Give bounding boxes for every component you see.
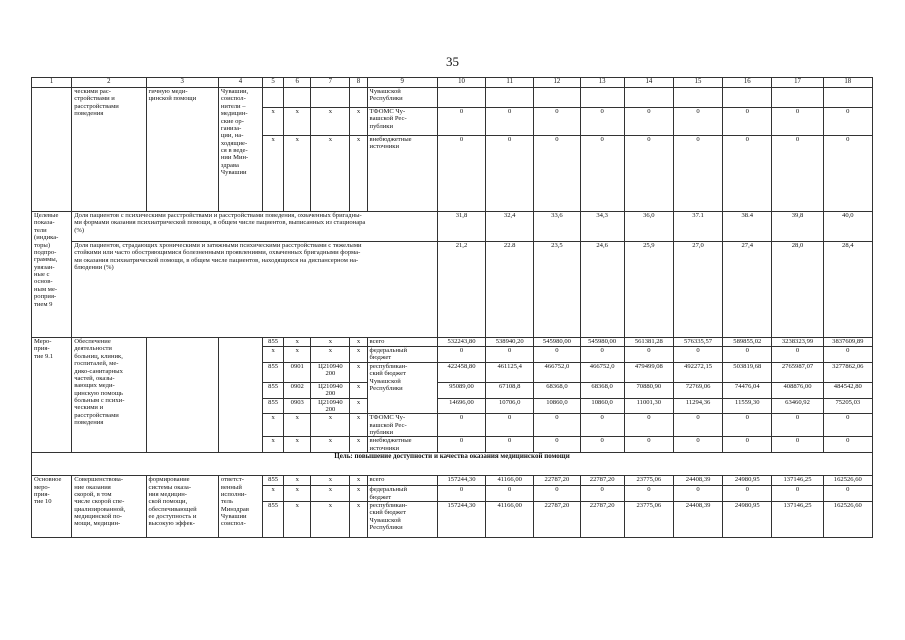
value-cell: 0 — [437, 136, 485, 212]
column-header: 1 — [32, 78, 72, 88]
value-cell: 0 — [486, 136, 534, 212]
funding-source: ТФОМС Чу- вашской Рес- публики — [367, 414, 437, 437]
code-cell: Ц210940 200 — [311, 362, 350, 382]
value-cell: 0 — [823, 437, 872, 453]
value-cell: 0 — [580, 437, 624, 453]
value-cell: 74476,04 — [723, 382, 772, 398]
header-row — [32, 78, 873, 88]
value-cell: 24980,95 — [723, 501, 772, 537]
value-cell: 2765987,07 — [772, 362, 823, 382]
value-cell: 0 — [823, 414, 872, 437]
value-cell: 10860,0 — [534, 398, 580, 414]
column-header: 18 — [823, 78, 872, 88]
value-cell — [437, 88, 485, 108]
value-cell: 0 — [673, 486, 722, 502]
value-cell: 466752,0 — [580, 362, 624, 382]
indicator-value: 38.4 — [723, 212, 772, 242]
code-cell: x — [263, 108, 284, 136]
value-cell: 3277862,06 — [823, 362, 872, 382]
value-cell — [486, 88, 534, 108]
funding-source: федеральный бюджет — [367, 347, 437, 363]
value-cell: 0 — [437, 437, 485, 453]
code-cell: x — [350, 108, 367, 136]
value-cell: 561381,28 — [624, 338, 673, 347]
indicator-value: 24,6 — [580, 242, 624, 338]
value-cell: 22787,20 — [580, 476, 624, 486]
code-cell: 0901 — [284, 362, 311, 382]
value-cell: 157244,30 — [437, 501, 485, 537]
value-cell: 0 — [437, 414, 485, 437]
value-cell: 22787,20 — [534, 476, 580, 486]
value-cell: 0 — [673, 414, 722, 437]
value-cell: 0 — [823, 108, 872, 136]
indicator-value: 28,4 — [823, 242, 872, 338]
funding-source: ТФОМС Чу- вашской Рес- публики — [367, 108, 437, 136]
value-cell: 0 — [534, 108, 580, 136]
value-cell: 67108,8 — [486, 382, 534, 398]
value-cell: 0 — [723, 136, 772, 212]
value-cell: 24408,39 — [673, 501, 722, 537]
value-cell: 0 — [580, 486, 624, 502]
value-cell: 23775,06 — [624, 501, 673, 537]
code-cell: x — [284, 136, 311, 212]
column-header: 13 — [580, 78, 624, 88]
empty-cell — [146, 338, 218, 453]
indicator-value: 27,4 — [723, 242, 772, 338]
code-cell: x — [311, 486, 350, 502]
code-cell: x — [350, 347, 367, 363]
code-cell: x — [311, 338, 350, 347]
value-cell: 11001,30 — [624, 398, 673, 414]
value-cell: 0 — [624, 486, 673, 502]
value-cell: 408876,00 — [772, 382, 823, 398]
value-cell: 68368,0 — [580, 382, 624, 398]
value-cell: 0 — [534, 136, 580, 212]
value-cell: 95089,00 — [437, 382, 485, 398]
measure-label: Основное меро- прия- тие 10 — [32, 476, 72, 538]
value-cell: 0 — [772, 136, 823, 212]
goal-row — [32, 453, 873, 476]
value-cell: 0 — [772, 437, 823, 453]
indicator-row — [32, 242, 873, 338]
value-cell: 0 — [823, 486, 872, 502]
indicator-value: 28,0 — [772, 242, 823, 338]
value-cell: 422458,80 — [437, 362, 485, 382]
value-cell: 466752,0 — [534, 362, 580, 382]
column-header: 11 — [486, 78, 534, 88]
value-cell: 0 — [673, 437, 722, 453]
indicator-value: 31,8 — [437, 212, 485, 242]
code-cell: x — [284, 437, 311, 453]
value-cell: 0 — [723, 437, 772, 453]
column-header: 16 — [723, 78, 772, 88]
value-cell — [823, 88, 872, 108]
funding-source: Чувашской Республики — [367, 88, 437, 108]
executor: Чувашии, соиспол- нители – медицин- ские ор- ганиза- ции, на- ходящие- ся в веде- нии Мин- здрава Чувашии — [218, 88, 262, 212]
value-cell: 538940,20 — [486, 338, 534, 347]
value-cell: 0 — [772, 347, 823, 363]
value-cell: 0 — [486, 347, 534, 363]
value-cell: 10860,0 — [580, 398, 624, 414]
value-cell: 0 — [673, 136, 722, 212]
value-cell: 0 — [580, 347, 624, 363]
value-cell: 0 — [723, 414, 772, 437]
code-cell: x — [311, 437, 350, 453]
value-cell: 0 — [437, 486, 485, 502]
value-cell: 22787,20 — [580, 501, 624, 537]
code-cell: x — [311, 347, 350, 363]
value-cell: 545980,00 — [580, 338, 624, 347]
value-cell: 532243,80 — [437, 338, 485, 347]
code-cell: Ц210940 200 — [311, 398, 350, 414]
indicator-value: 32,4 — [486, 212, 534, 242]
value-cell: 0 — [580, 108, 624, 136]
indicator-row — [32, 212, 873, 242]
code-cell: x — [350, 414, 367, 437]
value-cell: 0 — [673, 347, 722, 363]
indicator-value: 40,0 — [823, 212, 872, 242]
funding-source: федеральный бюджет — [367, 486, 437, 502]
value-cell: 484542,80 — [823, 382, 872, 398]
goal-heading: Цель: повышение доступности и качества оказания медицинской помощи — [32, 453, 873, 476]
empty-cell — [218, 338, 262, 453]
value-cell: 0 — [580, 414, 624, 437]
value-cell: 503819,68 — [723, 362, 772, 382]
column-header: 6 — [284, 78, 311, 88]
value-cell: 0 — [723, 486, 772, 502]
indicator-value: 39,8 — [772, 212, 823, 242]
value-cell — [580, 88, 624, 108]
value-cell — [723, 88, 772, 108]
code-cell: x — [284, 501, 311, 537]
funding-source: внебюджетные источники — [367, 437, 437, 453]
column-header: 7 — [311, 78, 350, 88]
value-cell: 0 — [772, 486, 823, 502]
code-cell: x — [284, 476, 311, 486]
value-cell: 0 — [723, 108, 772, 136]
value-cell: 0 — [534, 347, 580, 363]
table-row — [32, 338, 873, 347]
value-cell: 461125,4 — [486, 362, 534, 382]
code-cell: x — [263, 437, 284, 453]
value-cell: 0 — [624, 136, 673, 212]
column-header: 9 — [367, 78, 437, 88]
code-cell: 0903 — [284, 398, 311, 414]
column-header: 3 — [146, 78, 218, 88]
measure-name: ческими рас- стройствами и расстройствами поведения — [72, 88, 146, 212]
value-cell: 75205,03 — [823, 398, 872, 414]
code-cell — [350, 88, 367, 108]
value-cell: 157244,30 — [437, 476, 485, 486]
code-cell: x — [350, 486, 367, 502]
indicator-value: 21,2 — [437, 242, 485, 338]
measure-name: Обеспечение деятельности больниц, клиник, госпиталей, ме- дико-санитарных частей, оказы- вающих меди- цинскую помощь больным с психи- ческими и расстройствами поведения — [72, 338, 146, 453]
code-cell: 855 — [263, 476, 284, 486]
code-cell: 0902 — [284, 382, 311, 398]
code-cell: Ц210940 200 — [311, 382, 350, 398]
code-cell: x — [284, 414, 311, 437]
value-cell — [624, 88, 673, 108]
value-cell: 14696,00 — [437, 398, 485, 414]
value-cell: 137146,25 — [772, 476, 823, 486]
code-cell: x — [350, 398, 367, 414]
measure-goal: формирование системы оказа- ния медицин- ской помощи, обеспечивающей ее доступность и высокую эффек- — [146, 476, 218, 538]
code-cell: x — [350, 476, 367, 486]
value-cell: 24980,95 — [723, 476, 772, 486]
column-header: 10 — [437, 78, 485, 88]
value-cell: 72769,06 — [673, 382, 722, 398]
column-header: 2 — [72, 78, 146, 88]
value-cell: 589855,02 — [723, 338, 772, 347]
value-cell: 0 — [534, 437, 580, 453]
value-cell: 10706,0 — [486, 398, 534, 414]
code-cell: 855 — [263, 338, 284, 347]
value-cell: 0 — [772, 108, 823, 136]
indicator-value: 22.8 — [486, 242, 534, 338]
value-cell: 137146,25 — [772, 501, 823, 537]
value-cell: 0 — [486, 414, 534, 437]
value-cell: 3238323,99 — [772, 338, 823, 347]
code-cell: x — [311, 501, 350, 537]
code-cell: x — [284, 347, 311, 363]
value-cell: 162526,60 — [823, 476, 872, 486]
measure-name: Совершенствова- ние оказания скорой, в том числе скорой спе- циализированной, медицинской по- мощи, медицин- — [72, 476, 146, 538]
indicator-value: 37.1 — [673, 212, 722, 242]
table-row — [32, 476, 873, 486]
column-header: 17 — [772, 78, 823, 88]
value-cell: 11294,36 — [673, 398, 722, 414]
funding-source: всего — [367, 476, 437, 486]
value-cell: 492272,15 — [673, 362, 722, 382]
column-header: 8 — [350, 78, 367, 88]
value-cell: 23775,06 — [624, 476, 673, 486]
code-cell: x — [263, 414, 284, 437]
value-cell: 0 — [534, 414, 580, 437]
value-cell: 22787,20 — [534, 501, 580, 537]
code-cell — [284, 88, 311, 108]
code-cell: x — [350, 362, 367, 382]
column-header: 4 — [218, 78, 262, 88]
code-cell: x — [350, 437, 367, 453]
value-cell: 545980,00 — [534, 338, 580, 347]
value-cell: 0 — [486, 486, 534, 502]
value-cell: 0 — [534, 486, 580, 502]
budget-table — [31, 77, 873, 538]
code-cell: 855 — [263, 501, 284, 537]
value-cell — [673, 88, 722, 108]
value-cell: 0 — [486, 108, 534, 136]
code-cell: x — [350, 338, 367, 347]
value-cell: 41166,00 — [486, 501, 534, 537]
code-cell: x — [311, 136, 350, 212]
column-header: 12 — [534, 78, 580, 88]
indicator-text: Доля пациентов с психическими расстройствами и расстройствами поведения, охваченных бригадны- ми формами оказания психиатрической помощи, в общем числе пациентов, выписанных из стационара (%) — [72, 212, 438, 242]
value-cell: 0 — [624, 347, 673, 363]
funding-source: всего — [367, 338, 437, 347]
executor: ответст- венный исполни- тель Минздрав Чувашии соиспол- — [218, 476, 262, 538]
value-cell: 63460,92 — [772, 398, 823, 414]
value-cell: 68368,0 — [534, 382, 580, 398]
indicator-value: 33,6 — [534, 212, 580, 242]
indicator-value: 34,3 — [580, 212, 624, 242]
code-cell: x — [350, 136, 367, 212]
code-cell — [311, 88, 350, 108]
value-cell: 576335,57 — [673, 338, 722, 347]
code-cell: x — [311, 108, 350, 136]
code-cell: x — [350, 501, 367, 537]
value-cell: 0 — [624, 437, 673, 453]
code-cell: x — [284, 486, 311, 502]
code-cell: 855 — [263, 398, 284, 414]
indicator-value: 36,0 — [624, 212, 673, 242]
indicators-label: Целевые показа- тели (индика- торы) подпро- граммы, увязан- ные с основ- ным ме- роприя- тием 9 — [32, 212, 72, 338]
code-cell — [263, 88, 284, 108]
value-cell: 0 — [823, 136, 872, 212]
value-cell: 0 — [437, 347, 485, 363]
code-cell: x — [263, 136, 284, 212]
code-cell: x — [350, 382, 367, 398]
column-header: 14 — [624, 78, 673, 88]
measure-label: Меро- прия- тие 9.1 — [32, 338, 72, 453]
code-cell: x — [263, 347, 284, 363]
value-cell: 0 — [723, 347, 772, 363]
measure-goal: гичную меди- цинской помощи — [146, 88, 218, 212]
funding-source: республикан- ский бюджет Чувашской Республики — [367, 362, 437, 414]
value-cell: 0 — [486, 437, 534, 453]
indicator-value: 25,9 — [624, 242, 673, 338]
value-cell: 0 — [580, 136, 624, 212]
value-cell: 24408,39 — [673, 476, 722, 486]
value-cell: 0 — [772, 414, 823, 437]
value-cell — [772, 88, 823, 108]
code-cell: x — [284, 108, 311, 136]
value-cell: 0 — [673, 108, 722, 136]
value-cell: 0 — [823, 347, 872, 363]
value-cell: 0 — [437, 108, 485, 136]
value-cell: 3837609,89 — [823, 338, 872, 347]
page-number: 35 — [446, 54, 459, 69]
code-cell: 855 — [263, 382, 284, 398]
value-cell: 162526,60 — [823, 501, 872, 537]
value-cell — [534, 88, 580, 108]
column-header: 5 — [263, 78, 284, 88]
indicator-text: Доля пациентов, страдающих хроническими и затяжными психическими расстройствами с тяжелыми стойкими или часто обостряющимися болезненными проявлениями, охваченных бригадными форма- ми оказания психиатрической помощи, в общем числе пациентов, находящихся на диспансерном на- блюдении (%) — [72, 242, 438, 338]
empty-cell — [32, 88, 72, 212]
column-header: 15 — [673, 78, 722, 88]
value-cell: 0 — [624, 414, 673, 437]
value-cell: 70880,90 — [624, 382, 673, 398]
value-cell: 11559,30 — [723, 398, 772, 414]
code-cell: x — [263, 486, 284, 502]
code-cell: 855 — [263, 362, 284, 382]
code-cell: x — [311, 414, 350, 437]
indicator-value: 27,0 — [673, 242, 722, 338]
indicator-value: 23,5 — [534, 242, 580, 338]
funding-source: внебюджетные источники — [367, 136, 437, 212]
value-cell: 41166,00 — [486, 476, 534, 486]
code-cell: x — [311, 476, 350, 486]
value-cell: 479499,08 — [624, 362, 673, 382]
code-cell: x — [284, 338, 311, 347]
funding-source: республикан- ский бюджет Чувашской Республики — [367, 501, 437, 537]
value-cell: 0 — [624, 108, 673, 136]
table-row — [32, 88, 873, 108]
